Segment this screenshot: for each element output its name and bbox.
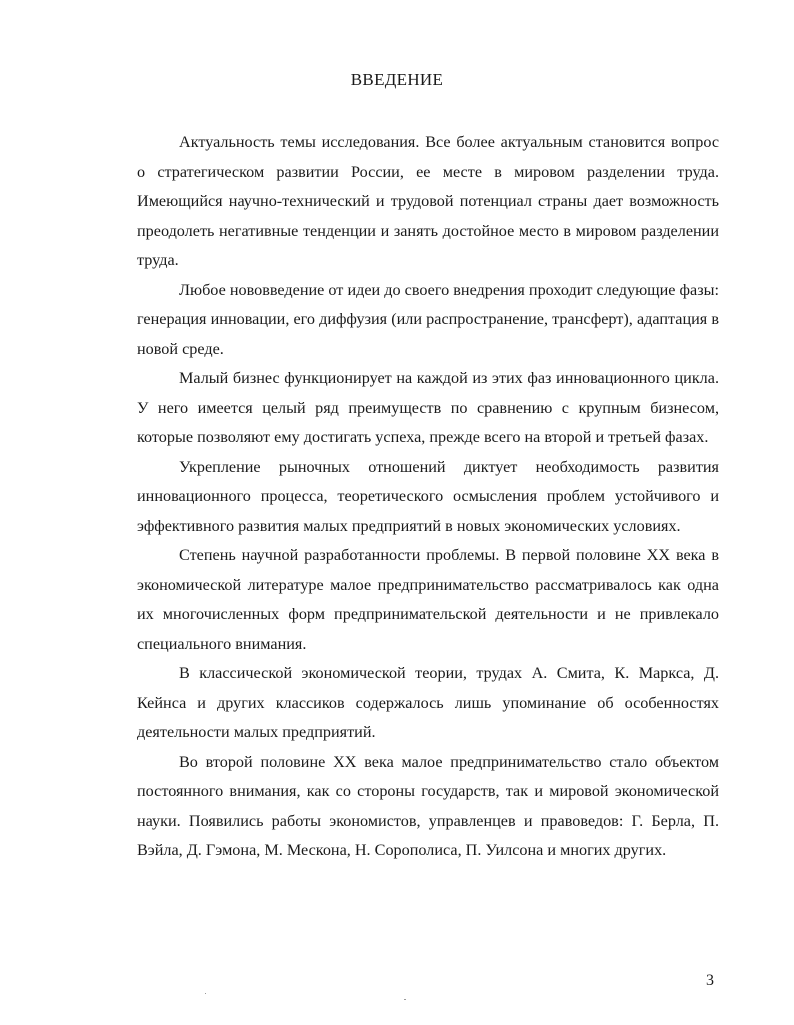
scan-speck xyxy=(205,993,206,994)
body-text xyxy=(137,128,719,866)
scan-speck xyxy=(404,999,406,1000)
paragraph-second-half-century: Во второй половине XX века малое предпринимательство стало объектом постоянного внимания, как со стороны государств, так и мировой экономической науки. Появились работы экономистов, управленцев и правоведов: Г. Берла, П. Вэйла, Д. Гэмона, М. Мескона, Н. Сорополиса, П. Уилсона и многих других. xyxy=(137,752,719,859)
paragraph-market-relations: Укрепление рыночных отношений диктует необходимость развития инновационного процесса, теоретического осмысления проблем устойчивого и эффективного развития малых предприятий в новых экономических условиях. xyxy=(137,457,719,535)
page-number: 3 xyxy=(706,972,714,989)
paragraph-research-degree: Степень научной разработанности проблемы. В первой половине XX века в экономической литературе малое предпринимательство рассматривалось как одна их многочисленных форм предпринимательской деятельности и не привлекало специального внимания. xyxy=(137,546,719,653)
paragraph-relevance: Актуальность темы исследования. Все более актуальным становится вопрос о стратегическом развитии России, ее месте в мировом разделении труда. Имеющийся научно-технический и трудовой потенциал страны дает возможность преодолеть негативные тенденции и занять достойное место в мировом разделении труда. xyxy=(137,133,719,269)
page-heading: ВВЕДЕНИЕ xyxy=(350,70,444,89)
paragraph-innovation-phases: Любое нововведение от идеи до своего внедрения проходит следующие фазы: генерация инновации, его диффузия (или распространение, трансферт), адаптация в новой среде. xyxy=(137,280,719,358)
paragraph-small-business: Малый бизнес функционирует на каждой из этих фаз инновационного цикла. У него имеется целый ряд преимуществ по сравнению с крупным бизнесом, которые позволяют ему достигать успеха, прежде всего на второй и третьей фазах. xyxy=(137,369,719,446)
paragraph-classical-theory: В классической экономической теории, трудах А. Смита, К. Маркса, Д. Кейнса и других классиков содержалось лишь упоминание об особенностях деятельности малых предприятий. xyxy=(137,664,719,741)
